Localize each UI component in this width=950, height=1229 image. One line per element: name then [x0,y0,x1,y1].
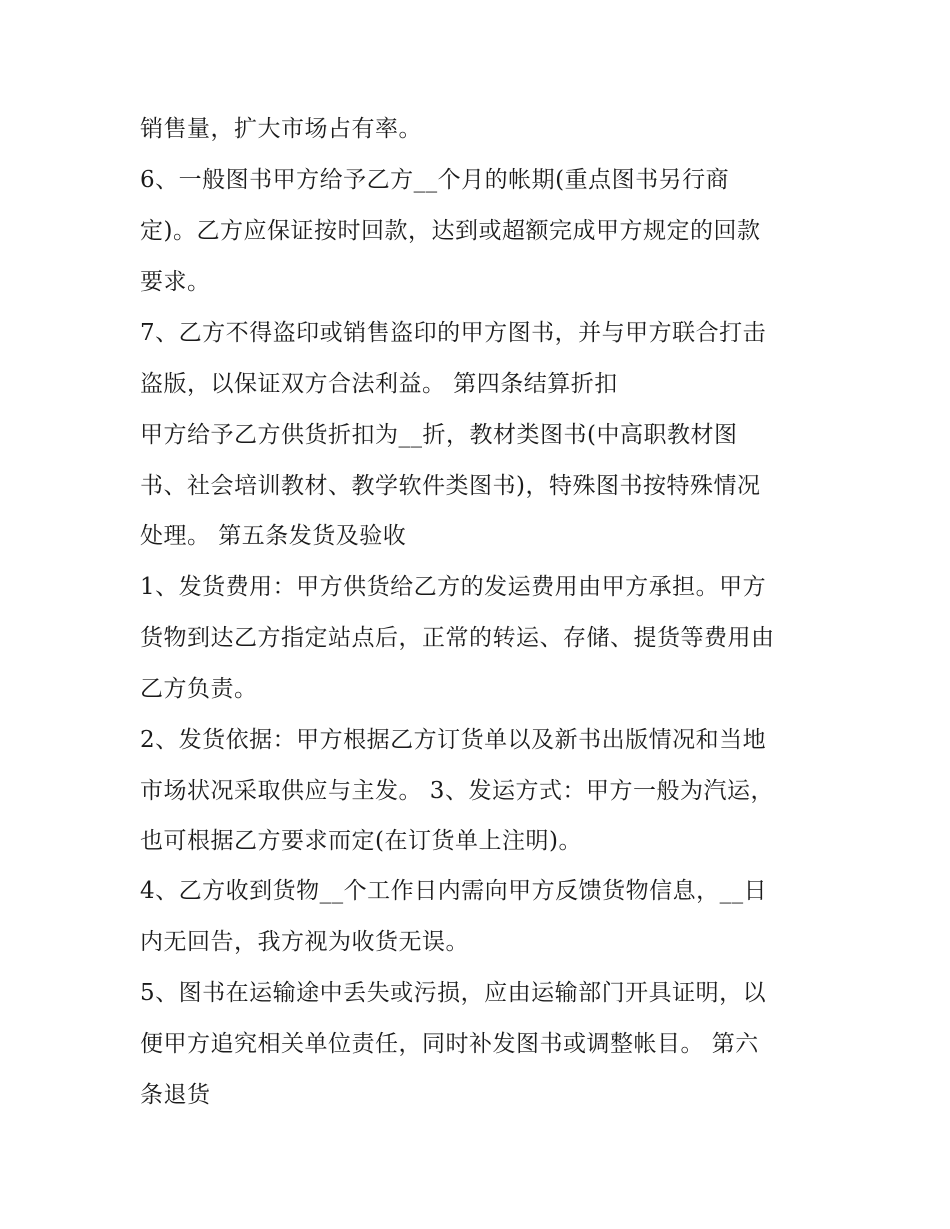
text-line: 7、乙方不得盗印或销售盗印的甲方图书，并与甲方联合打击 [140,320,767,346]
text-line: 乙方负责。 [140,676,258,702]
text-line: 也可根据乙方要求而定(在订货单上注明)。 [140,828,582,854]
text-line: 1、发货费用：甲方供货给乙方的发运费用由甲方承担。甲方 [140,574,767,600]
text-line: 便甲方追究相关单位责任，同时补发图书或调整帐目。 第六 [140,1031,759,1057]
text-line: 盗版，以保证双方合法利益。 第四条结算折扣 [140,371,618,397]
text-line: 销售量，扩大市场占有率。 [140,116,422,142]
text-line: 5、图书在运输途中丢失或污损，应由运输部门开具证明，以 [140,980,767,1006]
text-line: 市场状况采取供应与主发。 3、发运方式：甲方一般为汽运， [140,778,774,804]
text-line: 2、发货依据：甲方根据乙方订货单以及新书出版情况和当地 [140,727,767,753]
text-line: 内无回告，我方视为收货无误。 [140,929,469,955]
text-line: 4、乙方收到货物__个工作日内需向甲方反馈货物信息，__日 [140,878,768,904]
text-line: 货物到达乙方指定站点后，正常的转运、存储、提货等费用由 [140,625,775,651]
text-line: 甲方给予乙方供货折扣为__折，教材类图书(中高职教材图 [140,422,738,448]
text-line: 要求。 [140,269,211,295]
text-line: 书、社会培训教材、教学软件类图书)，特殊图书按特殊情况 [140,473,761,499]
text-line: 定)。乙方应保证按时回款，达到或超额完成甲方规定的回款 [140,218,761,244]
text-line: 条退货 [140,1082,211,1108]
text-line: 处理。 第五条发货及验收 [140,523,407,549]
text-line: 6、一般图书甲方给予乙方__个月的帐期(重点图书另行商 [140,167,730,193]
